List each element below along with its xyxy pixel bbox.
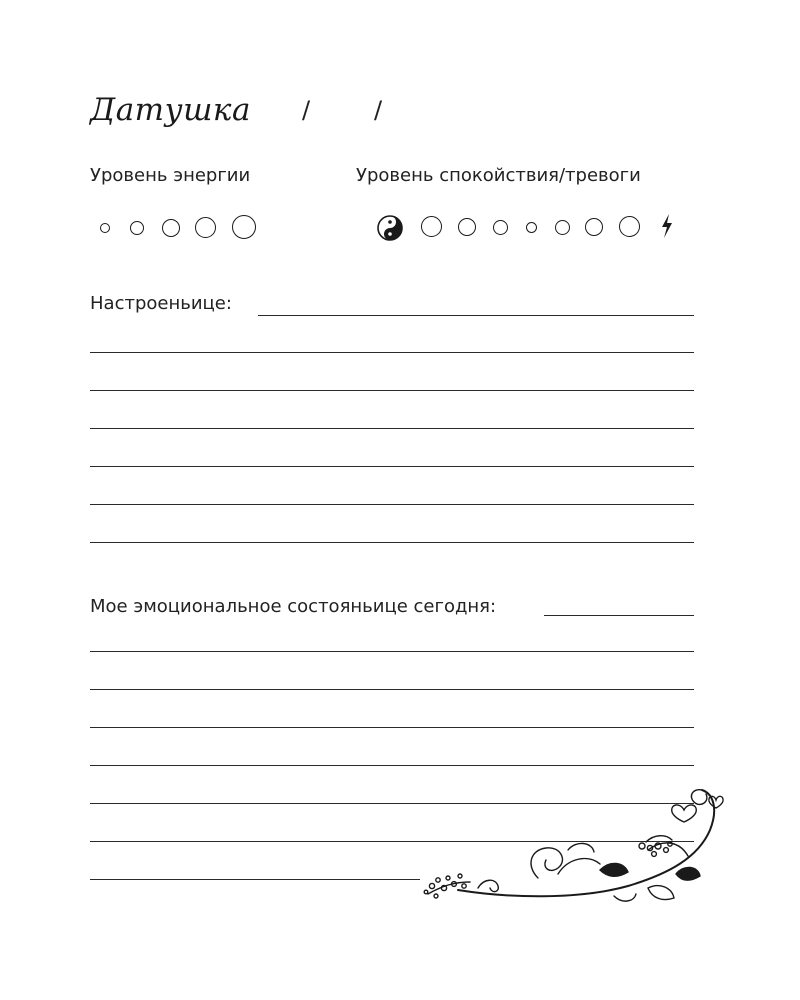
calm-option-5[interactable] bbox=[555, 220, 570, 235]
emotional-state-line[interactable] bbox=[90, 689, 694, 690]
calm-option-7[interactable] bbox=[619, 216, 640, 237]
mood-line[interactable] bbox=[90, 542, 694, 543]
mood-input-line[interactable] bbox=[258, 315, 694, 316]
floral-swirl-ornament-icon bbox=[418, 778, 728, 913]
mood-line[interactable] bbox=[90, 428, 694, 429]
calm-option-1[interactable] bbox=[421, 216, 442, 237]
date-separator-1: / bbox=[302, 96, 311, 124]
emotional-state-label: Мое эмоциональное состояньице сегодня: bbox=[90, 596, 500, 617]
emotional-state-input-line[interactable] bbox=[544, 615, 694, 616]
mood-line[interactable] bbox=[90, 466, 694, 467]
energy-option-4[interactable] bbox=[195, 217, 216, 238]
calm-option-3[interactable] bbox=[493, 220, 508, 235]
mood-line[interactable] bbox=[90, 352, 694, 353]
calm-option-6[interactable] bbox=[585, 218, 603, 236]
mood-label: Настроеньице: bbox=[90, 293, 236, 314]
mood-line[interactable] bbox=[90, 504, 694, 505]
emotional-state-line[interactable] bbox=[90, 765, 694, 766]
date-title: Датушка bbox=[90, 92, 251, 128]
date-separator-2: / bbox=[374, 96, 383, 124]
lightning-bolt-icon bbox=[659, 213, 675, 239]
emotional-state-line[interactable] bbox=[90, 727, 694, 728]
energy-option-1[interactable] bbox=[100, 223, 110, 233]
energy-option-3[interactable] bbox=[162, 219, 180, 237]
emotional-state-line[interactable] bbox=[90, 651, 694, 652]
calm-option-2[interactable] bbox=[458, 218, 476, 236]
calm-option-4[interactable] bbox=[526, 222, 537, 233]
calm-anxiety-level-label: Уровень спокойствия/тревоги bbox=[356, 165, 641, 186]
energy-option-5[interactable] bbox=[232, 215, 256, 239]
energy-level-label: Уровень энергии bbox=[90, 165, 251, 186]
date-row bbox=[90, 92, 410, 138]
yin-yang-icon bbox=[377, 215, 403, 241]
energy-option-2[interactable] bbox=[130, 221, 144, 235]
mood-line[interactable] bbox=[90, 390, 694, 391]
emotional-state-line[interactable] bbox=[90, 879, 420, 880]
